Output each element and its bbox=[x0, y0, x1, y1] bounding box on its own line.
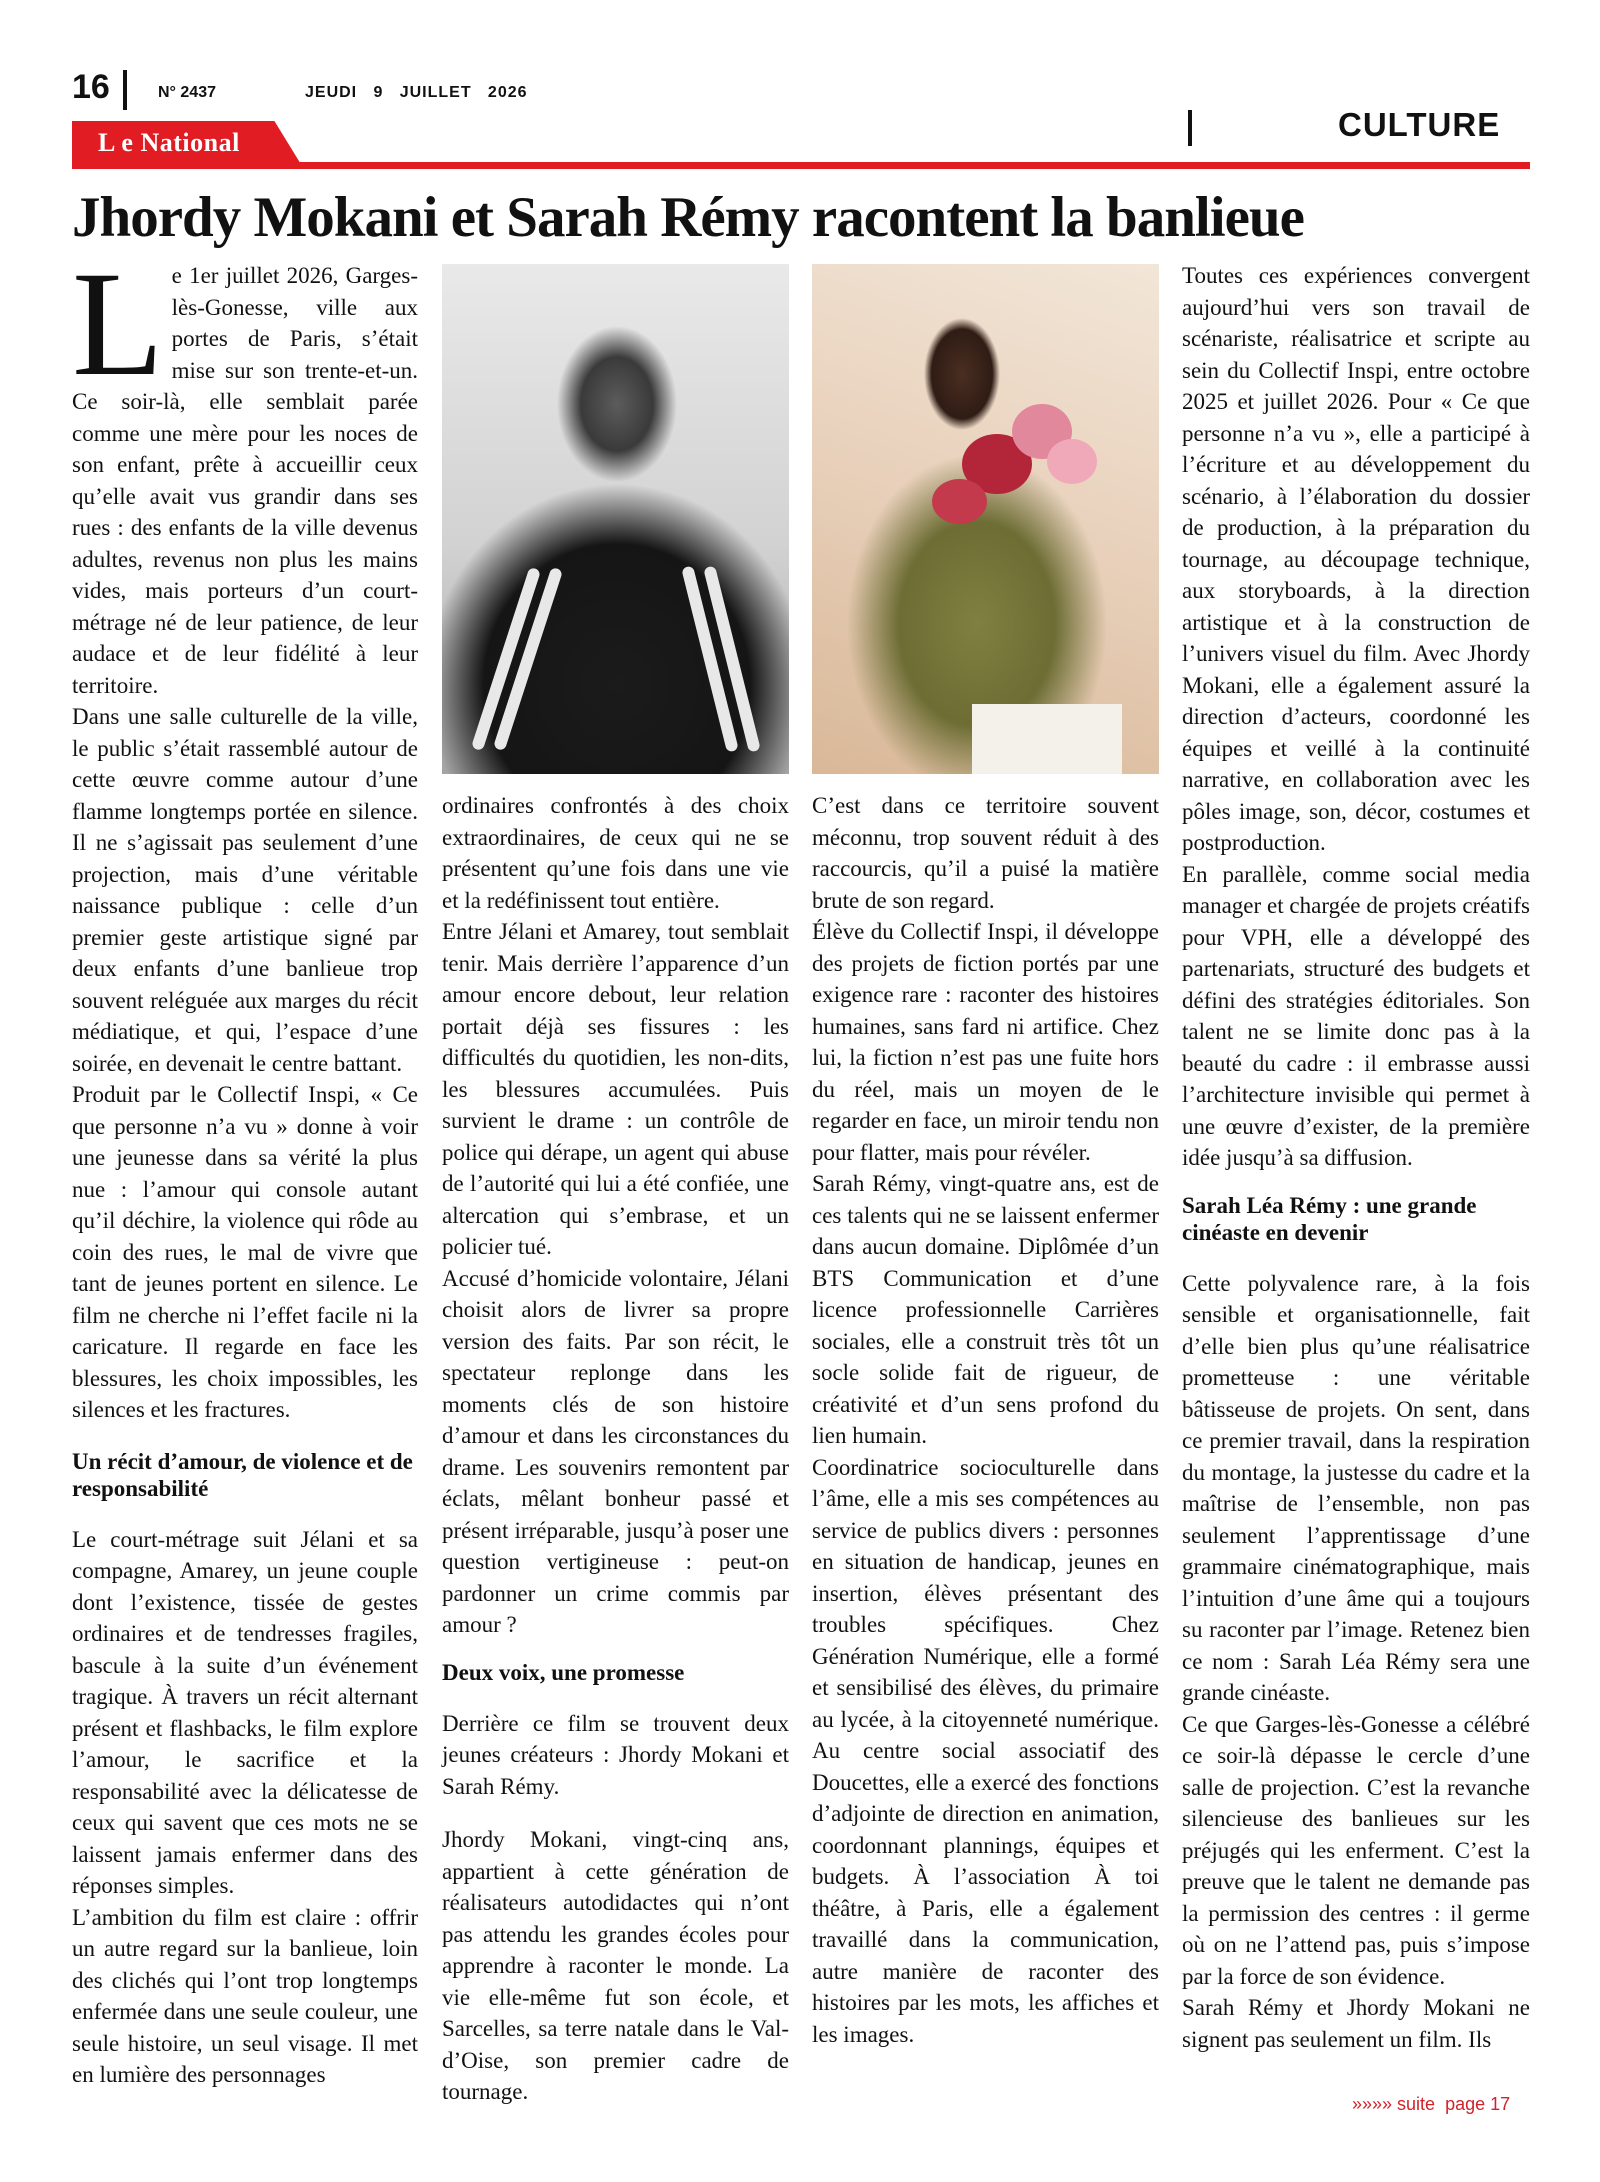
continued-link[interactable]: »»»» suite page 17 bbox=[1352, 2094, 1511, 2114]
paragraph: Sarah Rémy, vingt-quatre ans, est de ces talents qui ne se laissent enfermer dans aucun domaine. Diplômée d’un BTS Communication et d’une licence professionnelle Carrières sociales, elle a construit très tôt un socle solide fait de rigueur, de créativité et d’un sens profond du lien humain. bbox=[812, 1171, 1159, 1448]
paragraph: Derrière ce film se trouvent deux jeunes créateurs : Jhordy Mokani et Sarah Rémy. bbox=[442, 1710, 789, 1799]
paragraph: Jhordy Mokani, vingt-cinq ans, appartient à cette génération de réalisateurs autodidactes qui n’ont pas attendu les grandes écoles pour apprendre à raconter le monde. La vie elle-même fut son école, et Sarcelles, sa terre natale dans le Val-d’Oise, son premier cadre de tournage. bbox=[442, 1827, 789, 2104]
paragraph: En parallèle, comme social media manager et chargée de projets créatifs pour VPH, elle a développé des partenariats, structuré des budgets et défini des stratégies éditoriales. Son talent ne se limite donc pas à la beauté du cadre : il embrasse aussi l’architecture invisible qui permet à une œuvre d’exister, de la première idée jusqu’à sa diffusion. bbox=[1182, 861, 1530, 1170]
paragraph: C’est dans ce territoire souvent méconnu, trop souvent réduit à des raccourcis, qu’il a puisé la matière brute de son regard. bbox=[812, 793, 1159, 913]
paragraph: Coordinatrice socioculturelle dans l’âme, elle a mis ses compétences au service de publics divers : personnes en situation de handicap, jeunes en insertion, élèves présentant des troubles spécifiques. Chez Génération Numérique, elle a formé et sensibilisé des élèves, du primaire au lycée, à la citoyenneté numérique. Au centre social associatif des Doucettes, elle a exercé des fonctions d’adjointe de direction en animation, coordonnant plannings, équipes et budgets. À l’association À toi théâtre, à Paris, elle a également travaillé dans la communication, autre manière de raconter des histoires par les mots, les affiches et les images. bbox=[812, 1454, 1159, 2047]
page-number-divider bbox=[123, 70, 127, 110]
paragraph: L’ambition du film est claire : offrir un autre regard sur la banlieue, loin des clichés qui l’ont trop longtemps enfermée dans une seule couleur, une seule histoire, un seul visage. Il met en lumière des personnages bbox=[72, 1904, 418, 2087]
section-divider bbox=[1188, 110, 1192, 146]
paragraph: Dans une salle culturelle de la ville, le public s’était rassemblé autour de cette œuvre comme autour d’une flamme longtemps portée en silence. Il ne s’agissait pas seulement d’une projection, mais d’une véritable naissance publique : celle d’un premier geste artistique signé par deux enfants d’une banlieue trop souvent reléguée aux marges du récit médiatique, et qui, l’espace d’une soirée, en devenait le centre battant. bbox=[72, 704, 418, 1076]
section-title: CULTURE bbox=[1338, 106, 1501, 143]
paragraph: Sarah Rémy et Jhordy Mokani ne signent pas seulement un film. Ils bbox=[1182, 1995, 1530, 2052]
paragraph: Accusé d’homicide volontaire, Jélani choisit alors de livrer sa propre version des faits. Par son récit, le spectateur replonge dans les moments clés de son histoire d’amour et dans les circonstances du drame. Les souvenirs remontent par éclats, mêlant bonheur passé et présent irréparable, jusqu’à poser une question vertigineuse : peut-on pardonner un crime commis par amour ? bbox=[442, 1265, 789, 1637]
photo-sarah-remy bbox=[812, 264, 1159, 774]
paragraph: ordinaires confrontés à des choix extraordinaires, de ceux qui ne se présentent qu’une fois dans une vie et la redéfinissent tout entière. bbox=[442, 793, 789, 913]
article-column-3 bbox=[812, 790, 1159, 2090]
article-headline: Jhordy Mokani et Sarah Rémy racontent la banlieue bbox=[72, 186, 1304, 249]
paragraph: Ce que Garges-lès-Gonesse a célébré ce soir-là dépasse le cercle d’une salle de projection. C’est la revanche silencieuse des banlieues sur les préjugés qui les enferment. C’est la preuve que le talent ne demande pas la permission des centres : il germe où on ne l’attend pas, puis s’impose par la force de son évidence. bbox=[1182, 1711, 1530, 1989]
paragraph: Le 1er juillet 2026, Garges-lès-Gonesse, ville aux portes de Paris, s’était mise sur son trente-et-un. Ce soir-là, elle semblait parée comme une mère pour les noces de son enfant, prête à accueillir ceux qu’elle avait vus grandir dans ses rues : des enfants de la ville devenus adultes, revenus non plus les mains vides, mais porteurs d’un court-métrage né de leur patience, de leur audace et de leur fidélité à leur territoire. bbox=[72, 241, 418, 698]
issue-date: JEUDI 9 JUILLET 2026 bbox=[305, 84, 528, 101]
paragraph: Toutes ces expériences convergent aujourd’hui vers son travail de scénariste, réalisatrice et scripte au sein du Collectif Inspi, entre octobre 2025 et juillet 2026. Pour « Ce que personne n’a vu », elle a participé à l’écriture et au développement du scénario, à l’élaboration du dossier de production, à la préparation du tournage, au découpage technique, aux storyboards, à la direction artistique et à la construction de l’univers visuel du film. Avec Jhordy Mokani, elle a également assuré la direction d’acteurs, coordonné les équipes et veillé à la continuité narrative, en collaboration avec les pôles image, son, décor, costumes et postproduction. bbox=[1182, 263, 1530, 855]
paragraph: Élève du Collectif Inspi, il développe des projets de fiction portés par une exigence rare : raconter des histoires humaines, sans fard ni artifice. Chez lui, la fiction n’est pas une fuite hors du réel, mais un moyen de le regarder en face, un miroir tendu non pour flatter, mais pour révéler. bbox=[812, 919, 1159, 1165]
article-column-2 bbox=[442, 790, 789, 2104]
subheading: Sarah Léa Rémy : une grande cinéaste en devenir bbox=[1182, 1192, 1477, 1245]
paragraph: Le court-métrage suit Jélani et sa compagne, Amarey, un jeune couple dont l’existence, tissée de gestes ordinaires et de tendresses fragiles, bascule à la suite d’un événement tragique. À travers un récit alternant présent et flashbacks, le film explore l’amour, le sacrifice et la responsabilité avec la délicatesse de ceux qui savent que ces mots ne se laissent jamais enfermer dans des réponses simples. bbox=[72, 1526, 418, 1898]
drop-cap: L bbox=[72, 241, 164, 407]
page-number: 16 bbox=[72, 68, 110, 106]
article-column-1 bbox=[72, 241, 418, 2090]
paragraph: Entre Jélani et Amarey, tout semblait tenir. Mais derrière l’apparence d’un amour encore debout, leur relation portait déjà ses fissures : les difficultés du quotidien, les non-dits, les blessures accumulées. Puis survient le drame : un contrôle de police qui dérape, un agent qui abuse de l’autorité qui lui a été confiée, une altercation qui s’embrase, et un policier tué. bbox=[442, 919, 789, 1259]
header-rule bbox=[72, 162, 1530, 169]
issue-number: N° 2437 bbox=[158, 84, 216, 101]
masthead-label: L e National bbox=[98, 128, 240, 157]
subheading: Un récit d’amour, de violence et de responsabilité bbox=[72, 1448, 413, 1501]
article-column-4 bbox=[1182, 260, 1530, 2060]
photo-jhordy-mokani bbox=[442, 264, 789, 774]
paragraph: Cette polyvalence rare, à la fois sensible et organisationnelle, fait d’elle bien plus qu’une réalisatrice prometteuse : une véritable bâtisseuse de projets. On sent, dans ce premier travail, dans la respiration du montage, la justesse du cadre et la maîtrise de l’ensemble, non pas seulement l’apprentissage d’une grammaire cinématographique, mais l’intuition d’une âme qui a toujours su raconter par l’image. Retenez bien ce nom : Sarah Léa Rémy sera une grande cinéaste. bbox=[1182, 1270, 1530, 1705]
subheading: Deux voix, une promesse bbox=[442, 1659, 685, 1685]
paragraph: Produit par le Collectif Inspi, « Ce que personne n’a vu » donne à voir une jeunesse dans sa vérité la plus nue : l’amour qui console autant qu’il déchire, la violence qui rôde au coin des rues, le mal de vivre que tant de jeunes portent en silence. Le film ne cherche ni l’effet facile ni la caricature. Il regarde en face les blessures, les choix impossibles, les silences et les fractures. bbox=[72, 1082, 418, 1422]
